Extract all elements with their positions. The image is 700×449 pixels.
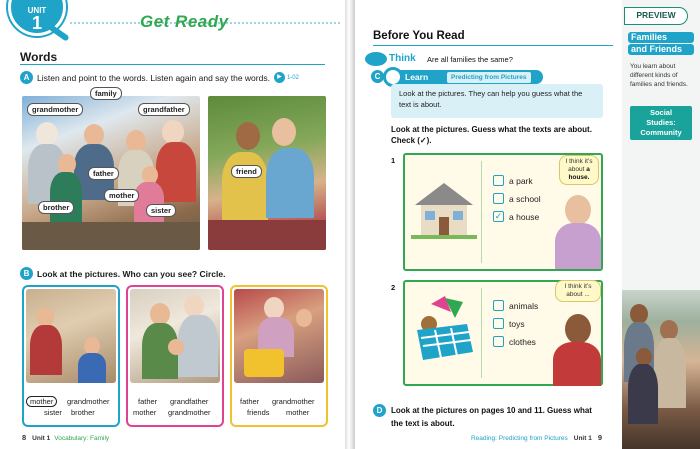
learn-label: Learn xyxy=(405,72,429,82)
header-title: Get Ready xyxy=(140,12,229,31)
label-grandmother: grandmother xyxy=(27,103,83,116)
left-footer-section: Vocabulary: Family xyxy=(54,435,110,442)
step-b-instruction xyxy=(20,267,225,280)
label-mother: mother xyxy=(104,189,139,202)
b3-option-mother[interactable]: mother xyxy=(286,408,310,417)
learn-skill: Predicting from Pictures xyxy=(447,72,531,83)
b2-option-mother[interactable]: mother xyxy=(133,408,157,417)
checkbox-icon[interactable] xyxy=(493,318,504,329)
right-footer xyxy=(471,433,602,442)
house-icon xyxy=(411,179,477,239)
b1-option-brother[interactable]: brother xyxy=(71,408,95,417)
section-rule xyxy=(20,64,325,65)
right-page xyxy=(355,0,622,449)
item-2-option-clothes[interactable]: clothes xyxy=(493,336,536,347)
left-footer-unit: Unit 1 xyxy=(32,435,51,442)
b1-option-grandmother[interactable]: grandmother xyxy=(67,397,110,406)
b1-option-sister[interactable]: sister xyxy=(44,408,62,417)
item-1-speech-text: I think it’s about xyxy=(565,158,593,173)
audio-icon[interactable]: ▶ xyxy=(274,72,285,83)
left-page xyxy=(0,0,345,449)
preview-title-line1: Families xyxy=(628,32,694,43)
audio-track: 1-02 xyxy=(286,74,299,81)
b3-option-father[interactable]: father xyxy=(240,397,260,406)
unit-label: UNIT xyxy=(27,6,47,15)
item-1-option-house[interactable]: ✓ a house xyxy=(494,211,540,222)
picture-b1 xyxy=(22,285,120,427)
subject-line2: Studies: xyxy=(646,118,676,127)
step-d-instruction: Look at the pictures on pages 10 and 11. Guess what the text is about. xyxy=(391,406,592,428)
item-1-option-school[interactable]: a school xyxy=(493,193,541,204)
right-footer-section: Reading: Predicting from Pictures xyxy=(470,435,568,442)
friend-figure-1 xyxy=(236,122,260,150)
book-spine xyxy=(345,0,355,449)
brother-figure xyxy=(58,154,76,174)
item-2-book xyxy=(403,280,603,386)
preview-description: You learn about different kinds of families and friends. xyxy=(630,63,688,88)
step-d-badge: D xyxy=(373,404,386,417)
think-label: Think xyxy=(389,53,416,64)
mother-figure xyxy=(126,130,146,152)
subject-line1: Social xyxy=(649,108,673,117)
think-bubble-icon xyxy=(365,52,387,66)
cake-icon xyxy=(244,349,284,377)
think-question: Are all families the same? xyxy=(427,55,513,64)
step-c-badge: C xyxy=(371,70,384,83)
preview-title-line2: and Friends xyxy=(628,44,694,55)
left-footer xyxy=(22,433,109,442)
item-1-book xyxy=(403,153,603,271)
look-instruction: Look at the pictures. Guess what the texts are about. Check (✓). xyxy=(391,125,592,145)
item-2-option-animals[interactable]: animals xyxy=(493,300,538,311)
subject-badge xyxy=(630,106,692,140)
preview-tab[interactable]: PREVIEW xyxy=(624,7,688,25)
title-rule xyxy=(373,45,613,46)
b3-option-friends[interactable]: friends xyxy=(247,408,270,417)
checkbox-icon[interactable] xyxy=(493,193,504,204)
label-friend: friend xyxy=(231,165,262,178)
checkbox-icon[interactable] xyxy=(493,300,504,311)
b2-option-father[interactable]: father xyxy=(138,397,158,406)
right-page-number: 9 xyxy=(597,433,602,442)
item-1-speech-bubble xyxy=(559,155,599,185)
item-1-speech-answer: a house. xyxy=(568,166,590,181)
before-you-read-title: Before You Read xyxy=(373,30,465,42)
b2-option-grandfather[interactable]: grandfather xyxy=(170,397,209,406)
friend-figure-2 xyxy=(272,118,296,146)
item-2-number: 2 xyxy=(391,283,396,292)
checkbox-icon[interactable] xyxy=(493,175,504,186)
label-sister: sister xyxy=(146,204,176,217)
b1-option-mother[interactable]: mother xyxy=(26,396,57,407)
learn-text: Look at the pictures. They can help you guess what the text is about. xyxy=(391,84,603,118)
step-a-badge: A xyxy=(20,71,33,84)
section-title: Words xyxy=(20,50,58,64)
friends-photo xyxy=(208,96,326,250)
b2-option-grandmother[interactable]: grandmother xyxy=(168,408,211,417)
item-1-number: 1 xyxy=(391,156,396,165)
label-father: father xyxy=(88,167,119,180)
girl-figure xyxy=(565,314,591,344)
item-1-option-park[interactable]: a park xyxy=(493,175,533,186)
checkmark-icon[interactable]: ✓ xyxy=(494,211,503,222)
label-brother: brother xyxy=(38,201,74,214)
step-a-instruction xyxy=(20,71,299,84)
item-2-speech-bubble: I think it’s about ... xyxy=(555,280,601,302)
picture-b3 xyxy=(230,285,328,427)
label-grandfather: grandfather xyxy=(138,103,190,116)
girl-figure xyxy=(565,195,591,225)
item-2-option-toys[interactable]: toys xyxy=(493,318,525,329)
picture-b2 xyxy=(126,285,224,427)
grandmother-figure xyxy=(36,122,58,146)
step-a-text: Listen and point to the words. Listen again and say the words. xyxy=(37,72,270,83)
step-b-text: Look at the pictures. Who can you see? Circle. xyxy=(37,268,226,279)
b3-option-grandmother[interactable]: grandmother xyxy=(272,397,315,406)
father-figure xyxy=(84,124,104,146)
preview-family-photo xyxy=(622,290,700,449)
preview-title xyxy=(628,32,694,56)
subject-line3: Community xyxy=(640,128,682,137)
grandfather-figure xyxy=(162,120,184,144)
preview-panel xyxy=(622,0,700,449)
right-footer-unit: Unit 1 xyxy=(573,435,592,442)
checkbox-icon[interactable] xyxy=(493,336,504,347)
toy-box-icon xyxy=(411,294,477,366)
label-family: family xyxy=(90,87,122,100)
left-page-number: 8 xyxy=(22,433,27,442)
unit-number: 1 xyxy=(31,13,42,33)
step-b-badge: B xyxy=(20,267,33,280)
